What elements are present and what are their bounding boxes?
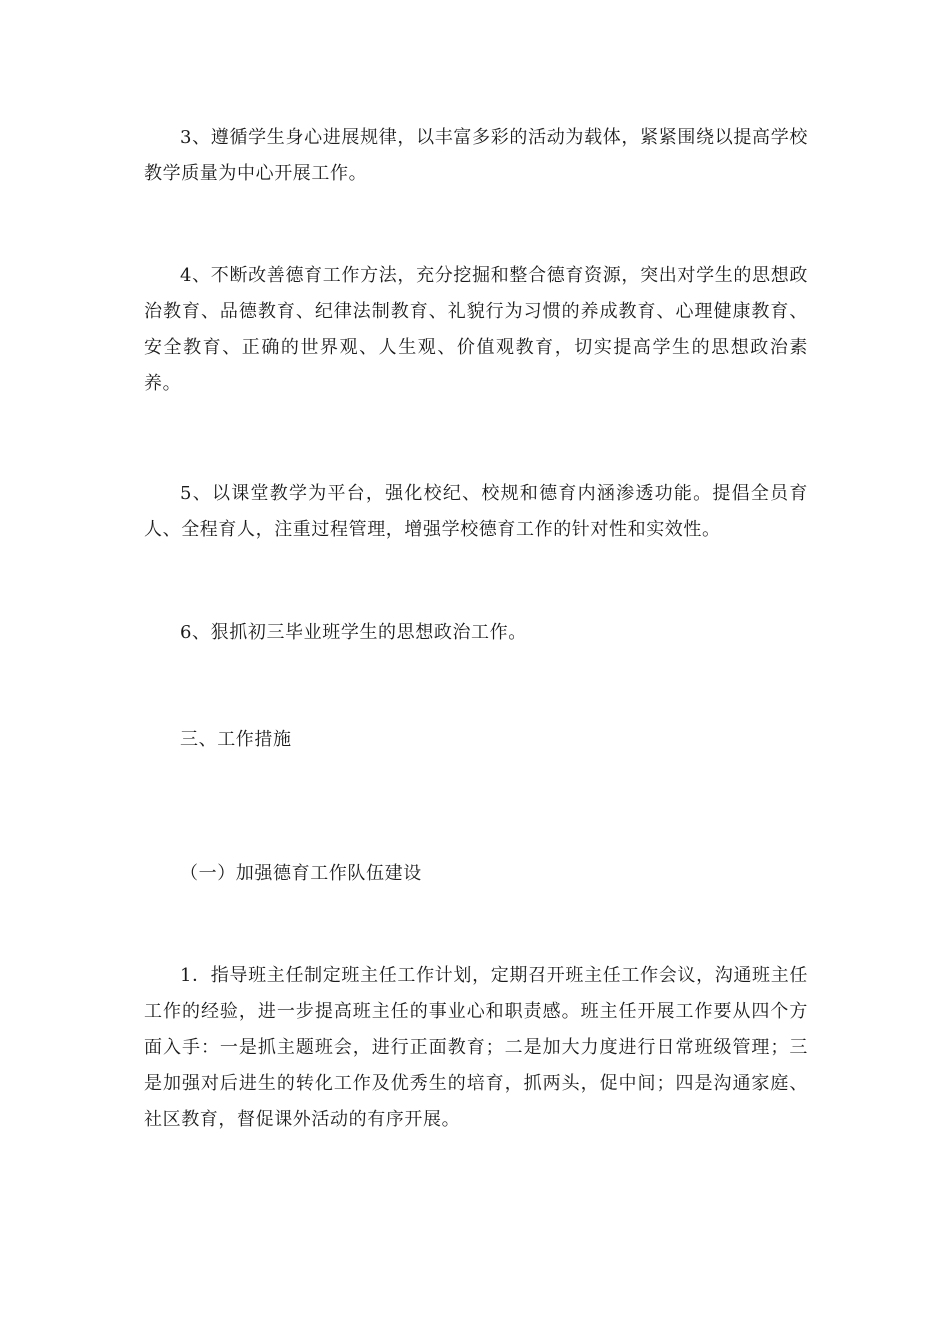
paragraph-item-6: 6、狠抓初三毕业班学生的思想政治工作。 bbox=[180, 622, 527, 643]
section-heading: 三、工作措施 bbox=[180, 729, 292, 750]
paragraph-item-4: 4、不断改善德育工作方法，充分挖掘和整合德育资源，突出对学生的思想政治教育、品德教育、纪律法制教育、礼貌行为习惯的养成教育、心理健康教育、安全教育、正确的世界观、人生观、价值观教育，切实提高学生的思想政治素养。 bbox=[144, 265, 808, 394]
subsection-heading: （一）加强德育工作队伍建设 bbox=[180, 863, 422, 884]
paragraph-item-3: 3、遵循学生身心进展规律，以丰富多彩的活动为载体，紧紧围绕以提高学校教学质量为中心开展工作。 bbox=[144, 127, 808, 184]
measure-paragraph: 1．指导班主任制定班主任工作计划，定期召开班主任工作会议，沟通班主任工作的经验，进一步提高班主任的事业心和职责感。班主任开展工作要从四个方面入手：一是抓主题班会，进行正面教育；二是加大力度进行日常班级管理；三是加强对后进生的转化工作及优秀生的培育，抓两头，促中间；四是沟通家庭、社区教育，督促课外活动的有序开展。 bbox=[144, 965, 808, 1130]
paragraph-item-5: 5、以课堂教学为平台，强化校纪、校规和德育内涵渗透功能。提倡全员育人、全程育人，注重过程管理，增强学校德育工作的针对性和实效性。 bbox=[144, 483, 808, 540]
